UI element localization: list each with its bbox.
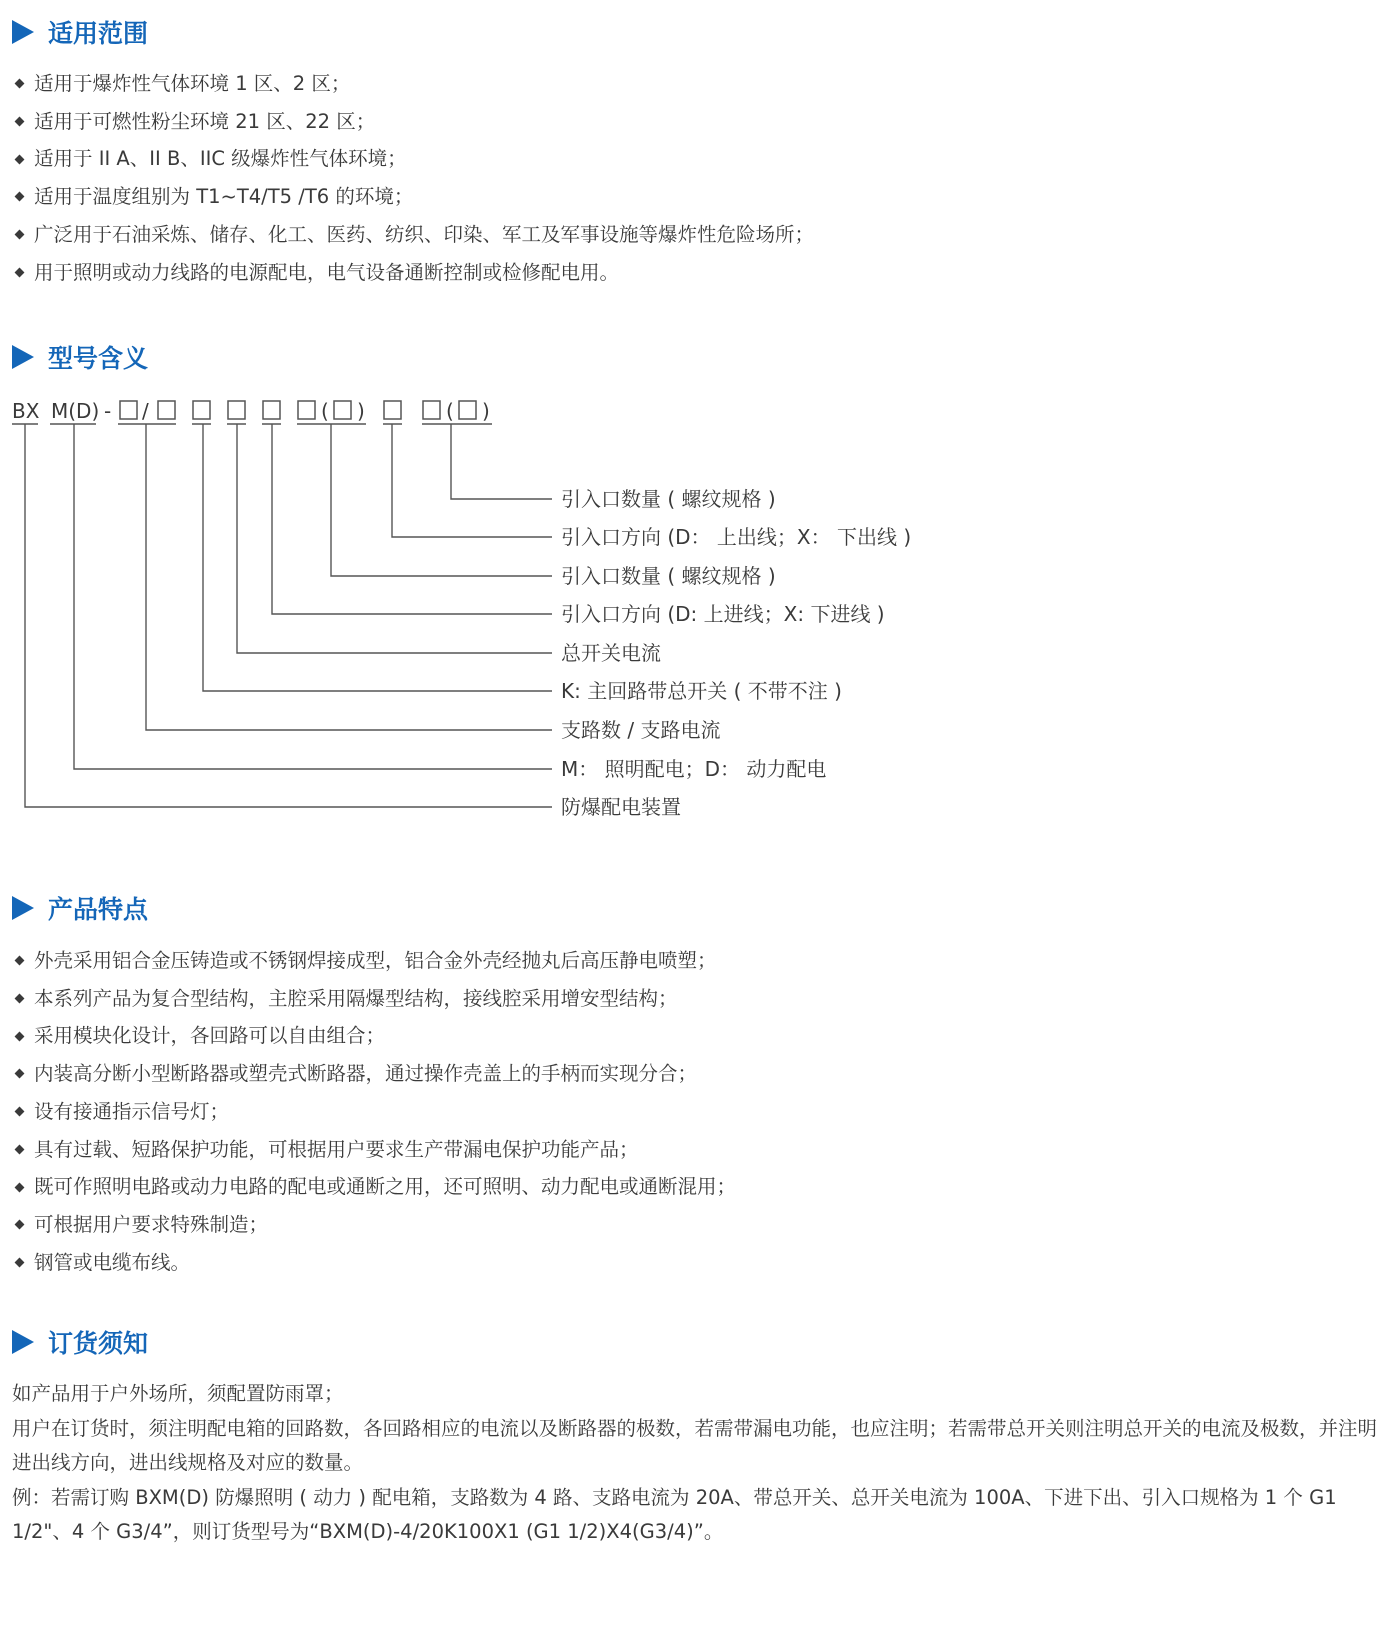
list-item: 钢管或电缆布线。 [12,1244,736,1282]
label-outlet-direction: 引入口方向 (D： 上出线；X： 下出线 ) [561,525,912,549]
diamond-bullet-icon [15,956,25,966]
leader-line [272,424,552,614]
diamond-bullet-icon [15,1107,25,1117]
list-item: 可根据用户要求特殊制造； [12,1206,736,1244]
list-item: 本系列产品为复合型结构，主腔采用隔爆型结构，接线腔采用增安型结构； [12,980,736,1018]
diamond-bullet-icon [15,192,25,202]
diamond-bullet-icon [15,1258,25,1268]
leader-line [203,424,552,691]
code-close-paren: ) [482,399,490,423]
code-box [384,401,401,419]
label-device: 防爆配电装置 [561,795,681,819]
ordering-notes [12,1377,1392,1550]
code-box [263,401,280,419]
model-code-diagram [0,390,960,850]
diamond-bullet-icon [15,117,25,127]
section-title-text: 适用范围 [48,19,149,48]
section-title-scope [12,12,148,52]
code-box [423,401,440,419]
list-item: 适用于可燃性粉尘环境 21 区、22 区； [12,103,814,141]
label-main-switch-current: 总开关电流 [561,641,661,665]
section-title-text: 产品特点 [48,895,149,924]
code-box [334,401,351,419]
code-slash: / [142,399,149,423]
diamond-bullet-icon [15,79,25,89]
code-box [298,401,315,419]
triangle-bullet-icon [12,20,34,44]
label-inlet-count: 引入口数量 ( 螺纹规格 ) [561,564,776,588]
list-item: 外壳采用铝合金压铸造或不锈钢焊接成型，铝合金外壳经抛丸后高压静电喷塑； [12,942,736,980]
section-title-text: 型号含义 [48,344,149,373]
section-title-ordering [12,1322,148,1362]
code-type: M(D) [51,399,100,423]
triangle-bullet-icon [12,896,34,920]
diamond-bullet-icon [15,1144,25,1154]
code-box [459,401,476,419]
leader-line [392,424,552,537]
code-box [228,401,245,419]
leader-line [237,424,552,653]
list-item: 采用模块化设计，各回路可以自由组合； [12,1017,736,1055]
code-prefix: BX [12,399,40,423]
diamond-bullet-icon [15,267,25,277]
diamond-bullet-icon [15,1220,25,1230]
ordering-paragraph: 例：若需订购 BXM(D) 防爆照明 ( 动力 ) 配电箱，支路数为 4 路、支路电流为 20A、带总开关、总开关电流为 100A、下进下出、引入口规格为 1 个 G1 1/2"、4 个 G3/4”，则订货型号为“BXM(D)-4/20K100X1 (G1 1/2)X4(G3/4)”。 [12,1485,1337,1543]
diamond-bullet-icon [15,154,25,164]
list-item: 内装高分断小型断路器或塑壳式断路器，通过操作壳盖上的手柄而实现分合； [12,1055,736,1093]
section-title-features [12,888,148,928]
ordering-paragraph: 用户在订货时，须注明配电箱的回路数，各回路相应的电流以及断路器的极数，若需带漏电功能，也应注明；若需带总开关则注明总开关的电流及极数，并注明进出线方向，进出线规格及对应的数量。 [12,1416,1378,1474]
list-item: 适用于爆炸性气体环境 1 区、2 区； [12,65,814,103]
scope-list [12,65,814,291]
triangle-bullet-icon [12,345,34,369]
label-inlet-direction: 引入口方向 (D: 上进线；X: 下进线 ) [561,602,885,626]
label-branch: 支路数 / 支路电流 [561,718,721,742]
list-item: 用于照明或动力线路的电源配电，电气设备通断控制或检修配电用。 [12,254,814,292]
code-dash: - [104,399,112,423]
code-box [158,401,175,419]
diamond-bullet-icon [15,1182,25,1192]
triangle-bullet-icon [12,1330,34,1354]
leader-line [25,424,552,807]
diamond-bullet-icon [15,230,25,240]
list-item: 具有过载、短路保护功能，可根据用户要求生产带漏电保护功能产品； [12,1131,736,1169]
list-item: 设有接通指示信号灯； [12,1093,736,1131]
code-open-paren: ( [321,399,329,423]
label-main-switch: K: 主回路带总开关 ( 不带不注 ) [561,679,842,703]
code-close-paren: ) [357,399,365,423]
code-box [120,401,137,419]
label-inlet-count: 引入口数量 ( 螺纹规格 ) [561,487,776,511]
leader-line [451,424,552,499]
code-open-paren: ( [446,399,454,423]
list-item: 适用于温度组别为 T1~T4/T5 /T6 的环境； [12,178,814,216]
diamond-bullet-icon [15,994,25,1004]
section-title-model [12,337,148,377]
label-type: M： 照明配电；D： 动力配电 [561,757,827,781]
section-title-text: 订货须知 [48,1329,149,1358]
list-item: 适用于 II A、II B、IIC 级爆炸性气体环境； [12,140,814,178]
features-list [12,942,736,1281]
diamond-bullet-icon [15,1069,25,1079]
code-box [193,401,210,419]
leader-line [331,424,552,576]
ordering-paragraph: 如产品用于户外场所，须配置防雨罩； [12,1382,344,1405]
leader-line [146,424,552,730]
diamond-bullet-icon [15,1031,25,1041]
list-item: 广泛用于石油采炼、储存、化工、医药、纺织、印染、军工及军事设施等爆炸性危险场所； [12,216,814,254]
list-item: 既可作照明电路或动力电路的配电或通断之用，还可照明、动力配电或通断混用； [12,1168,736,1206]
